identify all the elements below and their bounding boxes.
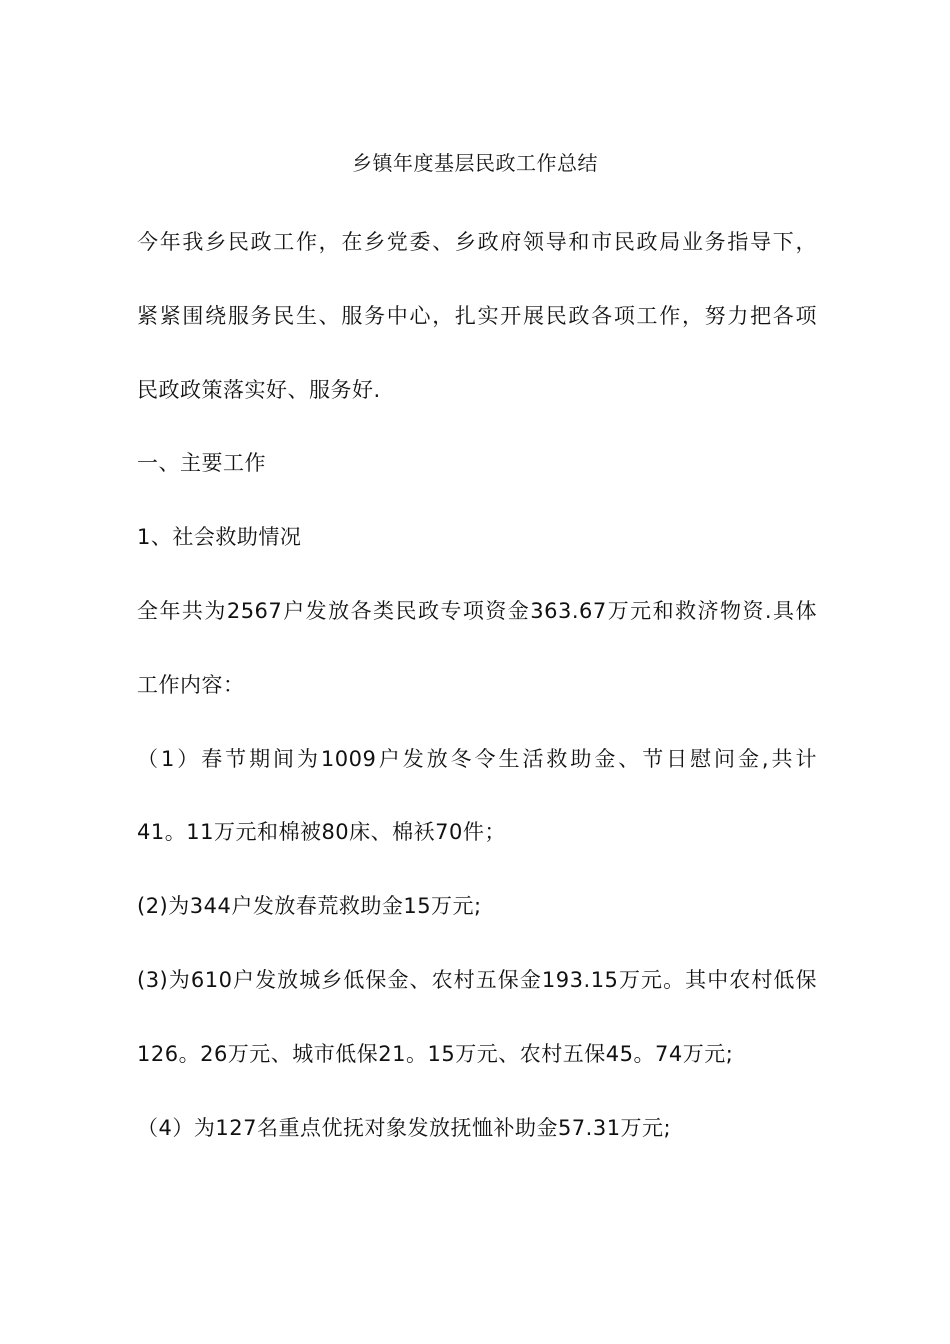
list-item-line: 126。26万元、城市低保21。15万元、农村五保45。74万元;: [137, 1041, 734, 1066]
list-item-line: (2)为344户发放春荒救助金15万元;: [137, 894, 482, 919]
paragraph-line: 全年共为2567户发放各类民政专项资金363.67万元和救济物资.具体: [137, 598, 817, 623]
paragraph-line: 工作内容：: [137, 672, 245, 697]
list-item-line: （1）春节期间为1009户发放冬令生活救助金、节日慰问金,共计: [137, 746, 817, 771]
list-item-line: 41。11万元和棉被80床、棉袄70件；: [137, 820, 506, 845]
list-item-line: （4）为127名重点优抚对象发放抚恤补助金57.31万元;: [137, 1115, 672, 1140]
list-item-line: (3)为610户发放城乡低保金、农村五保金193.15万元。其中农村低保: [137, 967, 817, 992]
paragraph-line: 民政政策落实好、服务好.: [137, 377, 381, 402]
paragraph-line: 紧紧围绕服务民生、服务中心，扎实开展民政各项工作，努力把各项: [137, 303, 817, 328]
document-body: [137, 206, 817, 1165]
document-title: 乡镇年度基层民政工作总结: [352, 151, 598, 175]
subsection-heading: 1、社会救助情况: [137, 525, 302, 550]
paragraph-line: 今年我乡民政工作，在乡党委、乡政府领导和市民政局业务指导下，: [137, 230, 817, 254]
section-heading: 一、主要工作: [137, 451, 266, 476]
